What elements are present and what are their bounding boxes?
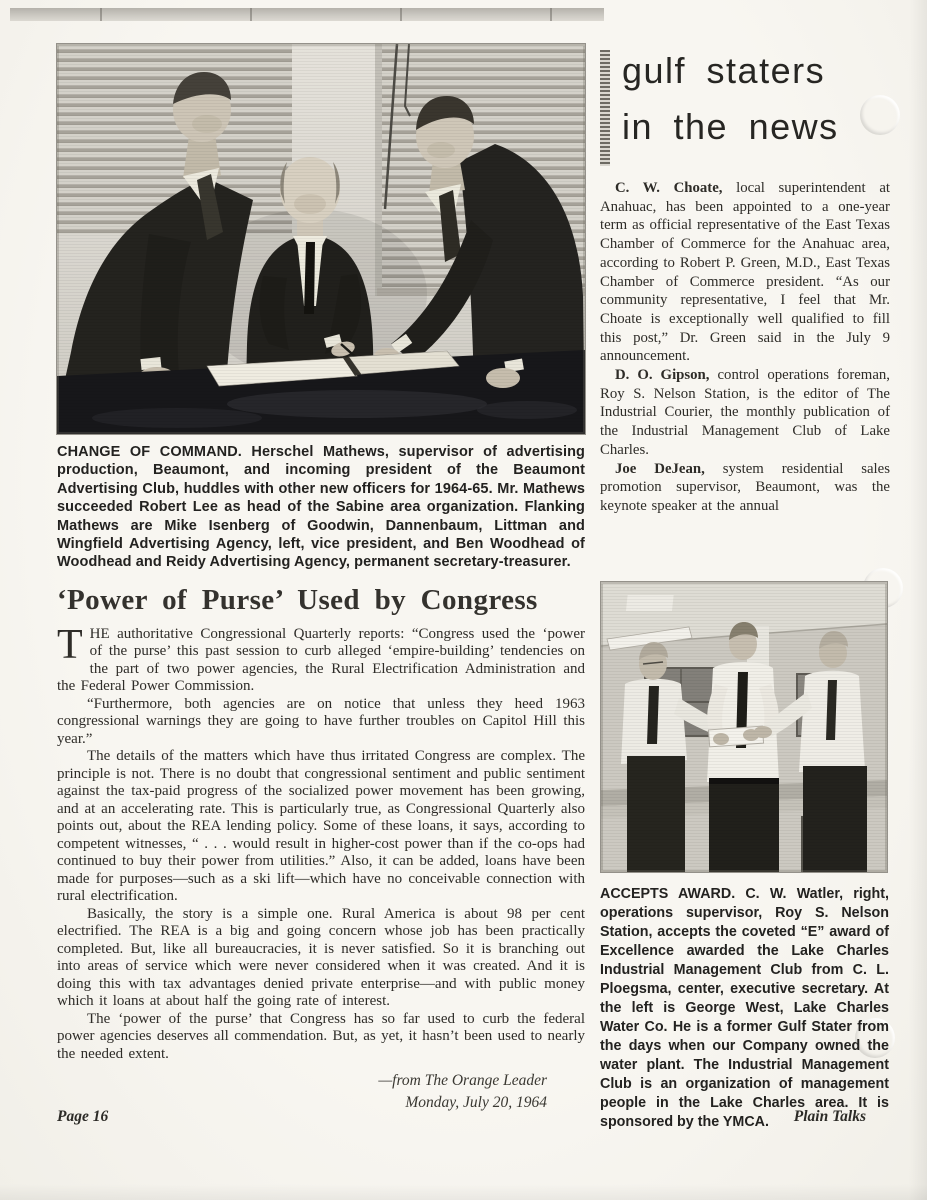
publication-name: Plain Talks bbox=[793, 1108, 866, 1125]
article-attribution bbox=[57, 1070, 585, 1114]
attribution-source: —from The Orange Leader bbox=[378, 1072, 547, 1090]
article-dropcap: T bbox=[57, 621, 83, 668]
news-item bbox=[600, 366, 890, 460]
article-paragraph: The ‘power of the purse’ that Congress has so far used to curb the federal power agencies deserves all commendation. But, as yet, it hasn’t been used to nearly the needed extent. bbox=[57, 1010, 585, 1062]
news-item-name: D. O. Gipson, bbox=[615, 367, 710, 384]
page-edge-shadow bbox=[909, 0, 927, 1200]
photo-caption-accepts-award: ACCEPTS AWARD. C. W. Watler, right, operations supervisor, Roy S. Nelson Station, accepts the coveted “E” award of Excellence awarded the Lake Charles Industrial Management Club from C. L. Ploegsma, center, executive secretary. At the left is George West, Lake Charles Water Co. He is a former Gulf Stater from the days when our Company owned the water plant. The Industrial Management Club is an organization of management people in the Lake Charles area. It is sponsored by the YMCA. bbox=[600, 886, 889, 1130]
article-paragraph: THE authoritative Congressional Quarterly reports: “Congress used the ‘power of the purse’ this past session to curb alleged ‘empire-building’ tendencies on the part of two power agencies, the Rural Electrification Administration and the Federal Power Commission. bbox=[57, 621, 585, 695]
news-item-text: system residential sales promotion supervisor, Beaumont, was the keynote speaker at the annual bbox=[600, 460, 890, 514]
right-column bbox=[600, 46, 890, 516]
news-heading-line1: gulf staters bbox=[622, 50, 826, 91]
article-paragraph: “Furthermore, both agencies are on notice that unless they heed 1963 congressional warnings they are going to have further troubles on Capitol Hill this year.” bbox=[57, 695, 585, 747]
photo-caption-change-of-command: CHANGE OF COMMAND. Herschel Mathews, supervisor of advertising production, Beaumont, and incoming president of the Beaumont Advertising Club, huddles with other new officers for 1964-65. Mr. Mathews succeeded Robert Lee as head of the Sabine area organization. Flanking Mathews are Mike Isenberg of Goodwin, Dannenbaum, Littman and Wingfield Advertising Agency, left, vice president, and Ben Woodhead of Woodhead and Reidy Advertising Agency, permanent secretary-treasurer. bbox=[57, 444, 585, 571]
news-item-text: local superintendent at Anahuac, has been appointed to a one-year term as official representative of the East Texas Chamber of Commerce for the Anahuac area, according to Robert P. Green, M.D., East Texas Chamber of Commerce president. “As our community representative, I feel that Mr. Choate is exceptionally well qualified to fill this post,” Dr. Green said in the July 9 announcement. bbox=[600, 180, 890, 365]
news-item bbox=[600, 179, 890, 366]
attribution-date: Monday, July 20, 1964 bbox=[405, 1094, 547, 1112]
article-body bbox=[57, 621, 585, 1064]
news-heading-text bbox=[622, 43, 839, 155]
article-title: ‘Power of Purse’ Used by Congress bbox=[57, 583, 538, 616]
photo-accepts-award bbox=[601, 582, 887, 872]
news-body bbox=[600, 179, 890, 516]
news-heading bbox=[600, 46, 890, 166]
photo-accepts-award-wrap bbox=[601, 582, 887, 872]
page-bottom-shadow bbox=[0, 1184, 927, 1200]
left-column bbox=[57, 44, 585, 1114]
article-paragraph: Basically, the story is a simple one. Rural America is about 98 per cent electrified. The REA is a big and going concern whose job has been practically completed. But, like all bureaucracies, it is never satisfied. So it is branching out into areas of service which were never considered when it was created. And it is doing this with tax advantages denied private enterprise—and with public money which it loans at about half the going rate of interest. bbox=[57, 905, 585, 1010]
page-number: Page 16 bbox=[57, 1108, 109, 1125]
heading-accent-bar bbox=[600, 50, 610, 166]
article-paragraph: The details of the matters which have thus irritated Congress are complex. The principle is not. There is no doubt that congressional sentiment and public sentiment against the tax-paid progress of the socialized power movement has been growing, and at an accelerating rate. This is particularly true, as Congressional Quarterly also points out, about the REA lending policy. Some of these loans, it says, according to competent witnesses, “ . . . would result in higher-cost power than if the co-ops had continued to buy their power from utilities.” Also, it can be added, loans have been made for purposes—such as a ski lift—which have no conceivable connection with rural electrification. bbox=[57, 748, 585, 905]
news-heading-line2: in the news bbox=[622, 106, 839, 147]
news-item-name: C. W. Choate, bbox=[615, 180, 723, 196]
news-item-name: Joe DeJean, bbox=[615, 460, 705, 477]
photo-change-of-command bbox=[57, 44, 585, 434]
news-item bbox=[600, 460, 890, 516]
news-item-text: control operations foreman, Roy S. Nelson Station, is the editor of The Industrial Courier, the monthly publication of the Industrial Management Club of Lake Charles. bbox=[600, 367, 890, 458]
scan-artifact-band bbox=[10, 8, 604, 21]
